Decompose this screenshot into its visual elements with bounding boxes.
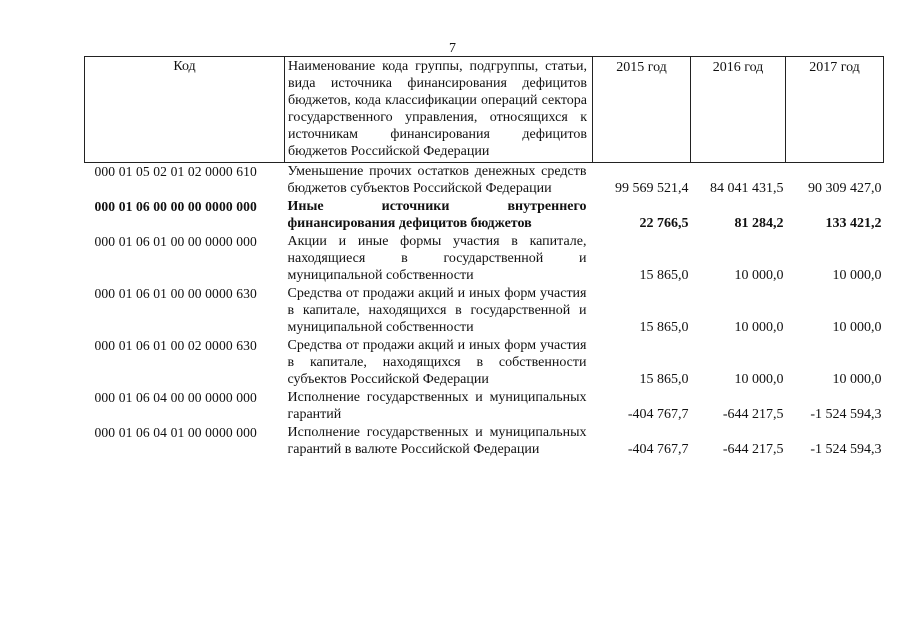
row-code: 000 01 06 04 01 00 0000 000 — [94, 425, 257, 440]
header-code: Код — [85, 57, 285, 163]
row-value-2017: 10 000,0 — [832, 372, 882, 387]
table-row — [85, 337, 884, 389]
row-value-2017: 90 309 427,0 — [808, 181, 882, 196]
row-code: 000 01 06 01 00 00 0000 630 — [94, 286, 257, 301]
row-value-2016: 10 000,0 — [734, 372, 784, 387]
row-value-2015: 15 865,0 — [639, 320, 689, 335]
row-code: 000 01 05 02 01 02 0000 610 — [94, 164, 257, 179]
row-value-2015: 99 569 521,4 — [615, 181, 689, 196]
row-value-2015: -404 767,7 — [627, 407, 689, 422]
row-code: 000 01 06 00 00 00 0000 000 — [94, 199, 257, 214]
row-value-2016: 81 284,2 — [734, 216, 784, 231]
row-name: Исполнение государственных и муниципальных гарантий в валюте Российской Федерации — [287, 425, 587, 457]
page-number: 7 — [449, 41, 456, 56]
row-value-2015: 15 865,0 — [639, 268, 689, 283]
row-name: Средства от продажи акций и иных форм участия в капитале, находящихся в государственной и муниципальной собственности — [287, 286, 587, 335]
row-value-2016: 10 000,0 — [734, 268, 784, 283]
header-year-2017: 2017 год — [786, 57, 884, 163]
table-row — [85, 424, 884, 459]
financing-sources-table — [84, 56, 884, 459]
header-name: Наименование кода группы, подгруппы, статьи, вида источника финансирования дефицитов бюджетов, кода классификации операций сектора государственного управления, относящихся к источникам финансирования дефицитов бюджетов Российской Федерации — [285, 57, 593, 163]
table-row — [85, 389, 884, 424]
row-name: Иные источники внутреннего финансирования дефицитов бюджетов — [287, 199, 587, 231]
table-row — [85, 163, 884, 199]
header-year-2015: 2015 год — [593, 57, 691, 163]
row-value-2017: 10 000,0 — [832, 268, 882, 283]
row-code: 000 01 06 01 00 00 0000 000 — [94, 234, 257, 249]
table-row — [85, 198, 884, 233]
row-value-2017: 133 421,2 — [825, 216, 882, 231]
row-value-2016: -644 217,5 — [722, 442, 784, 457]
table-body — [85, 163, 884, 460]
row-name: Средства от продажи акций и иных форм участия в капитале, находящихся в собственности субъектов Российской Федерации — [287, 338, 587, 387]
row-value-2017: -1 524 594,3 — [810, 442, 882, 457]
row-value-2016: -644 217,5 — [722, 407, 784, 422]
row-name: Акции и иные формы участия в капитале, находящиеся в государственной и муниципальной собственности — [287, 234, 587, 283]
row-name: Уменьшение прочих остатков денежных средств бюджетов субъектов Российской Федерации — [287, 164, 587, 196]
row-code: 000 01 06 01 00 02 0000 630 — [94, 338, 257, 353]
table-row — [85, 233, 884, 285]
row-value-2016: 10 000,0 — [734, 320, 784, 335]
row-value-2015: 15 865,0 — [639, 372, 689, 387]
row-value-2016: 84 041 431,5 — [710, 181, 784, 196]
row-value-2017: 10 000,0 — [832, 320, 882, 335]
row-value-2017: -1 524 594,3 — [810, 407, 882, 422]
row-value-2015: 22 766,5 — [639, 216, 689, 231]
row-name: Исполнение государственных и муниципальных гарантий — [287, 390, 587, 422]
header-year-2016: 2016 год — [691, 57, 786, 163]
table-row — [85, 285, 884, 337]
row-code: 000 01 06 04 00 00 0000 000 — [94, 390, 257, 405]
row-value-2015: -404 767,7 — [627, 442, 689, 457]
table-header — [85, 57, 884, 163]
